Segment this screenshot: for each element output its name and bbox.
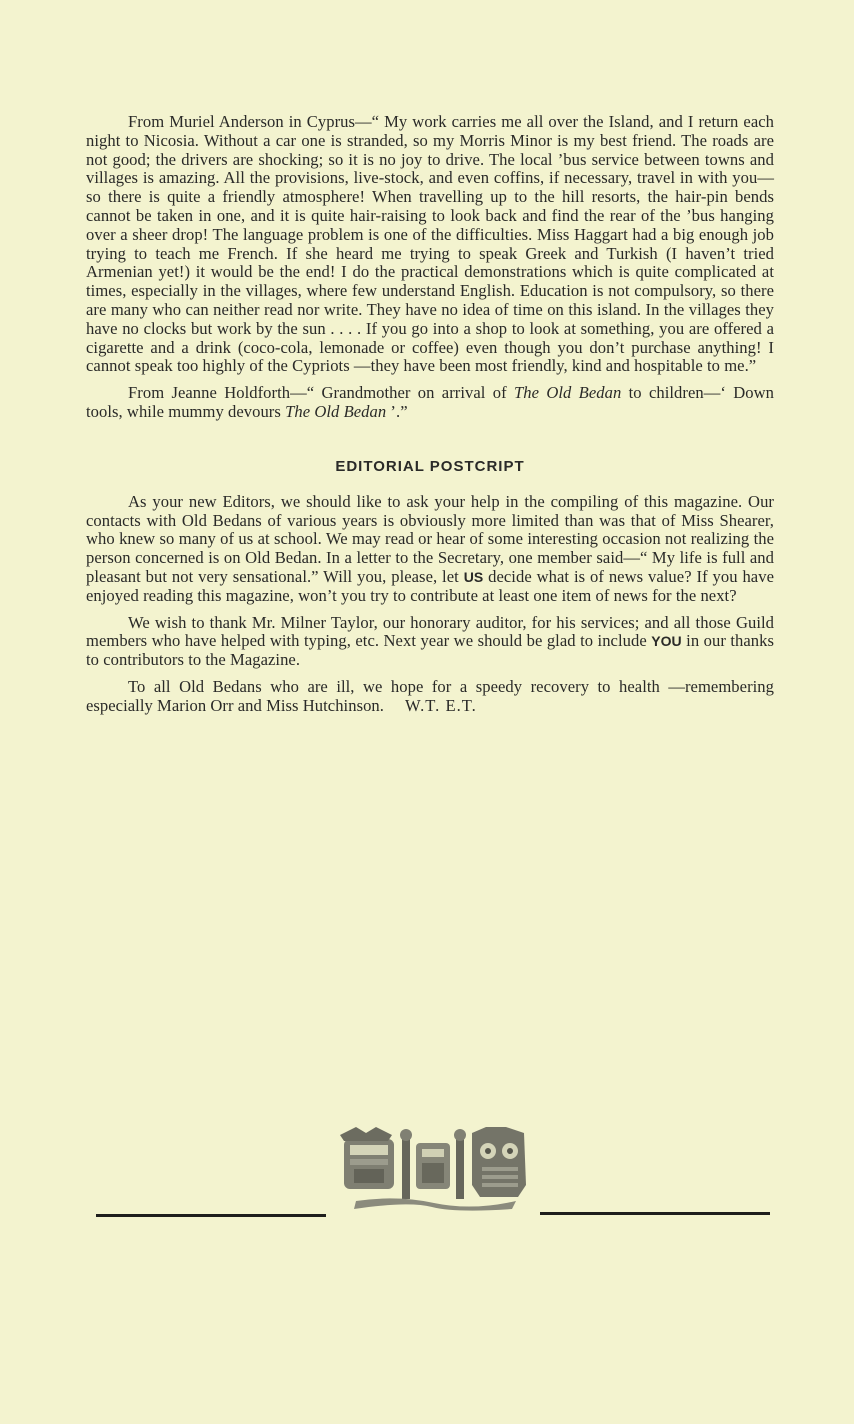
page-text bbox=[86, 113, 774, 716]
editorial-paragraph-3 bbox=[86, 678, 774, 716]
letter-holdforth-text-1: From Jeanne Holdforth—“ Grandmother on arrival of bbox=[128, 383, 514, 403]
emphasis-you: YOU bbox=[651, 633, 682, 650]
editorial-p1-text-1: As your new Editors, we should like to ask your help in the compiling of this magazine. Our contacts with Old Bedans of various years is obviously more limited than was that of Miss Shearer, who knew so many of us at school. We may read or hear of some interesting occasion not realizing the person concerned is on Old Bedan. In a letter to the Secretary, one member said—“ My life is full and pleasant but not very sensational.” Will you, please, let bbox=[86, 491, 774, 586]
letter-anderson bbox=[86, 113, 774, 376]
editorial-p1-text-2: decide what is of news value? If you have enjoyed reading this magazine, won’t you try to contribute at least one item of news for the next? bbox=[86, 566, 774, 605]
editorial-p2-text-1: We wish to thank Mr. Milner Taylor, our honorary auditor, for his services; and all those Guild members who have helped with typing, etc. Next year we should be glad to include bbox=[86, 612, 774, 651]
editorial-paragraph-2 bbox=[86, 614, 774, 670]
section-heading: EDITORIAL POSTCRIPT bbox=[335, 457, 525, 475]
editor-signature: W.T. E.T. bbox=[404, 695, 477, 715]
editorial-p3-text: To all Old Bedans who are ill, we hope for a speedy recovery to health —remembering especially Marion Orr and Miss Hutchinson. bbox=[86, 676, 774, 715]
letter-anderson-text: From Muriel Anderson in Cyprus—“ My work carries me all over the Island, and I return each night to Nicosia. Without a car one is stranded, so my Morris Minor is my best friend. The roads are not good; the drivers are shocking; so it is no joy to drive. The local ’bus service between towns and villages is amazing. All the provisions, live-stock, and even coffins, if necessary, travel in with you—so there is quite a friendly atmosphere! When travelling up to the hill resorts, the hair-pin bends cannot be taken in one, and it is quite hair-raising to look back and find the rear of the ’bus hanging over a sheer drop! The language problem is one of the difficulties. Miss Haggart had a big enough job trying to teach me French. If she heard me trying to speak Greek and Turkish (I haven’t tried Armenian yet!) it would be the end! I do the practical demonstrations which is quite complicated at times, especially in the villages, where few understand English. Education is not compulsory, so there are many who can neither read nor write. They have no idea of time on this island. In the villages they have no clocks but work by the sun . . . . If you go into a shop to look at something, you are offered a cigarette and a drink (coco-cola, lemonade or coffee) even though you don’t purchase anything! I cannot speak too highly of the Cypriots —they have been most friendly, kind and hospitable to me.” bbox=[86, 112, 774, 376]
magazine-title: The Old Bedan bbox=[513, 383, 622, 403]
letter-holdforth bbox=[86, 384, 774, 422]
woodcut-ornament-icon bbox=[336, 1125, 532, 1215]
rule-left bbox=[96, 1214, 326, 1217]
letter-holdforth-text-2: to children—‘ Down tools, while mummy devours bbox=[86, 383, 774, 421]
rule-right bbox=[540, 1212, 770, 1215]
footer-ornament bbox=[96, 1125, 770, 1225]
editorial-p2-text-2: in our thanks to contributors to the Magazine. bbox=[86, 631, 775, 670]
letter-holdforth-text-3: ’.” bbox=[386, 401, 408, 421]
emphasis-us: US bbox=[463, 568, 484, 585]
magazine-title: The Old Bedan bbox=[285, 401, 387, 421]
editorial-paragraph-1 bbox=[86, 493, 774, 606]
